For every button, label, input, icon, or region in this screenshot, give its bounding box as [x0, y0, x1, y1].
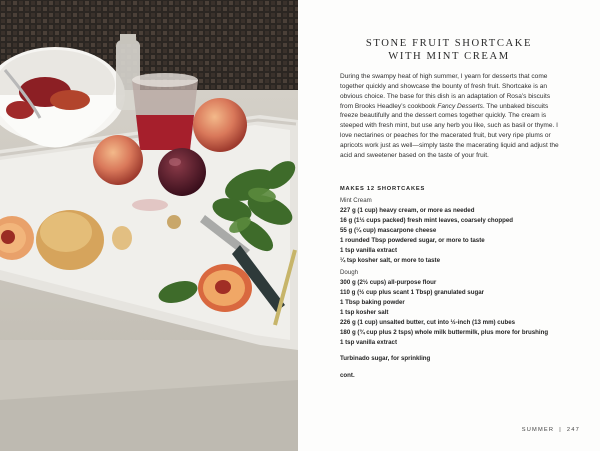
- ingredient-line: 1 tsp vanilla extract: [340, 247, 397, 254]
- recipe-title-line1: STONE FRUIT SHORTCAKE: [365, 38, 533, 49]
- intro-book-title: Fancy Desserts: [437, 102, 483, 110]
- footer-section: SUMMER: [521, 427, 555, 433]
- ingredient-line: ¼ tsp kosher salt, or more to taste: [340, 257, 440, 264]
- recipe-intro: [340, 72, 564, 161]
- dough-heading: Dough: [340, 269, 359, 276]
- recipe-yield: MAKES 12 SHORTCAKES: [340, 186, 426, 192]
- ingredient-line: 227 g (1 cup) heavy cream, or more as needed: [340, 207, 475, 214]
- recipe-page: [298, 0, 600, 451]
- continued-marker: cont.: [340, 372, 355, 379]
- ingredient-line: 1 tsp vanilla extract: [340, 339, 397, 346]
- ingredient-line: 226 g (1 cup) unsalted butter, cut into ½-inch (13 mm) cubes: [340, 319, 516, 326]
- ingredient-line: 180 g (¾ cup plus 2 tsps) whole milk buttermilk, plus more for brushing: [340, 329, 549, 336]
- food-photo-illustration: [0, 0, 298, 451]
- ingredient-line: 1 rounded Tbsp powdered sugar, or more to taste: [340, 237, 485, 244]
- ingredient-line: 1 tsp kosher salt: [340, 309, 389, 316]
- page-number: 247: [566, 427, 580, 433]
- recipe-title-line2: WITH MINT CREAM: [388, 51, 510, 62]
- ingredient-line: 55 g (¼ cup) mascarpone cheese: [340, 227, 437, 234]
- turbinado-line: Turbinado sugar, for sprinkling: [340, 355, 431, 362]
- intro-text-start: During the swampy heat of high summer, I yearn for desserts that come together quickly and showcase the bounty of fresh fruit. Shortcake is an obvious choice. The base for this dish is an adaptation of Rosa’s biscuits from Brooks Headley’s cookbook: [340, 73, 551, 110]
- mint-cream-heading: Mint Cream: [340, 197, 372, 204]
- ingredient-line: 16 g (1½ cups packed) fresh mint leaves, coarsely chopped: [340, 217, 514, 224]
- food-photo: [0, 0, 298, 451]
- page-footer: [298, 427, 580, 433]
- ingredient-line: 110 g (½ cup plus scant 1 Tbsp) granulated sugar: [340, 289, 484, 296]
- footer-separator: |: [559, 427, 562, 433]
- ingredient-line: 1 Tbsp baking powder: [340, 299, 405, 306]
- ingredient-line: 300 g (2½ cups) all-purpose flour: [340, 279, 437, 286]
- intro-text-end: . The unbaked biscuits freeze beautifully and the dessert comes together quickly. The cream is steeped with fresh mint, but use any herb you like, such as basil or thyme. I love nectarines or peaches for the macerated fruit, but very ripe plums or apricots work just as well—simply taste the macerating liquid and adjust the acid and sweetener based on the taste of your fruit.: [340, 102, 559, 159]
